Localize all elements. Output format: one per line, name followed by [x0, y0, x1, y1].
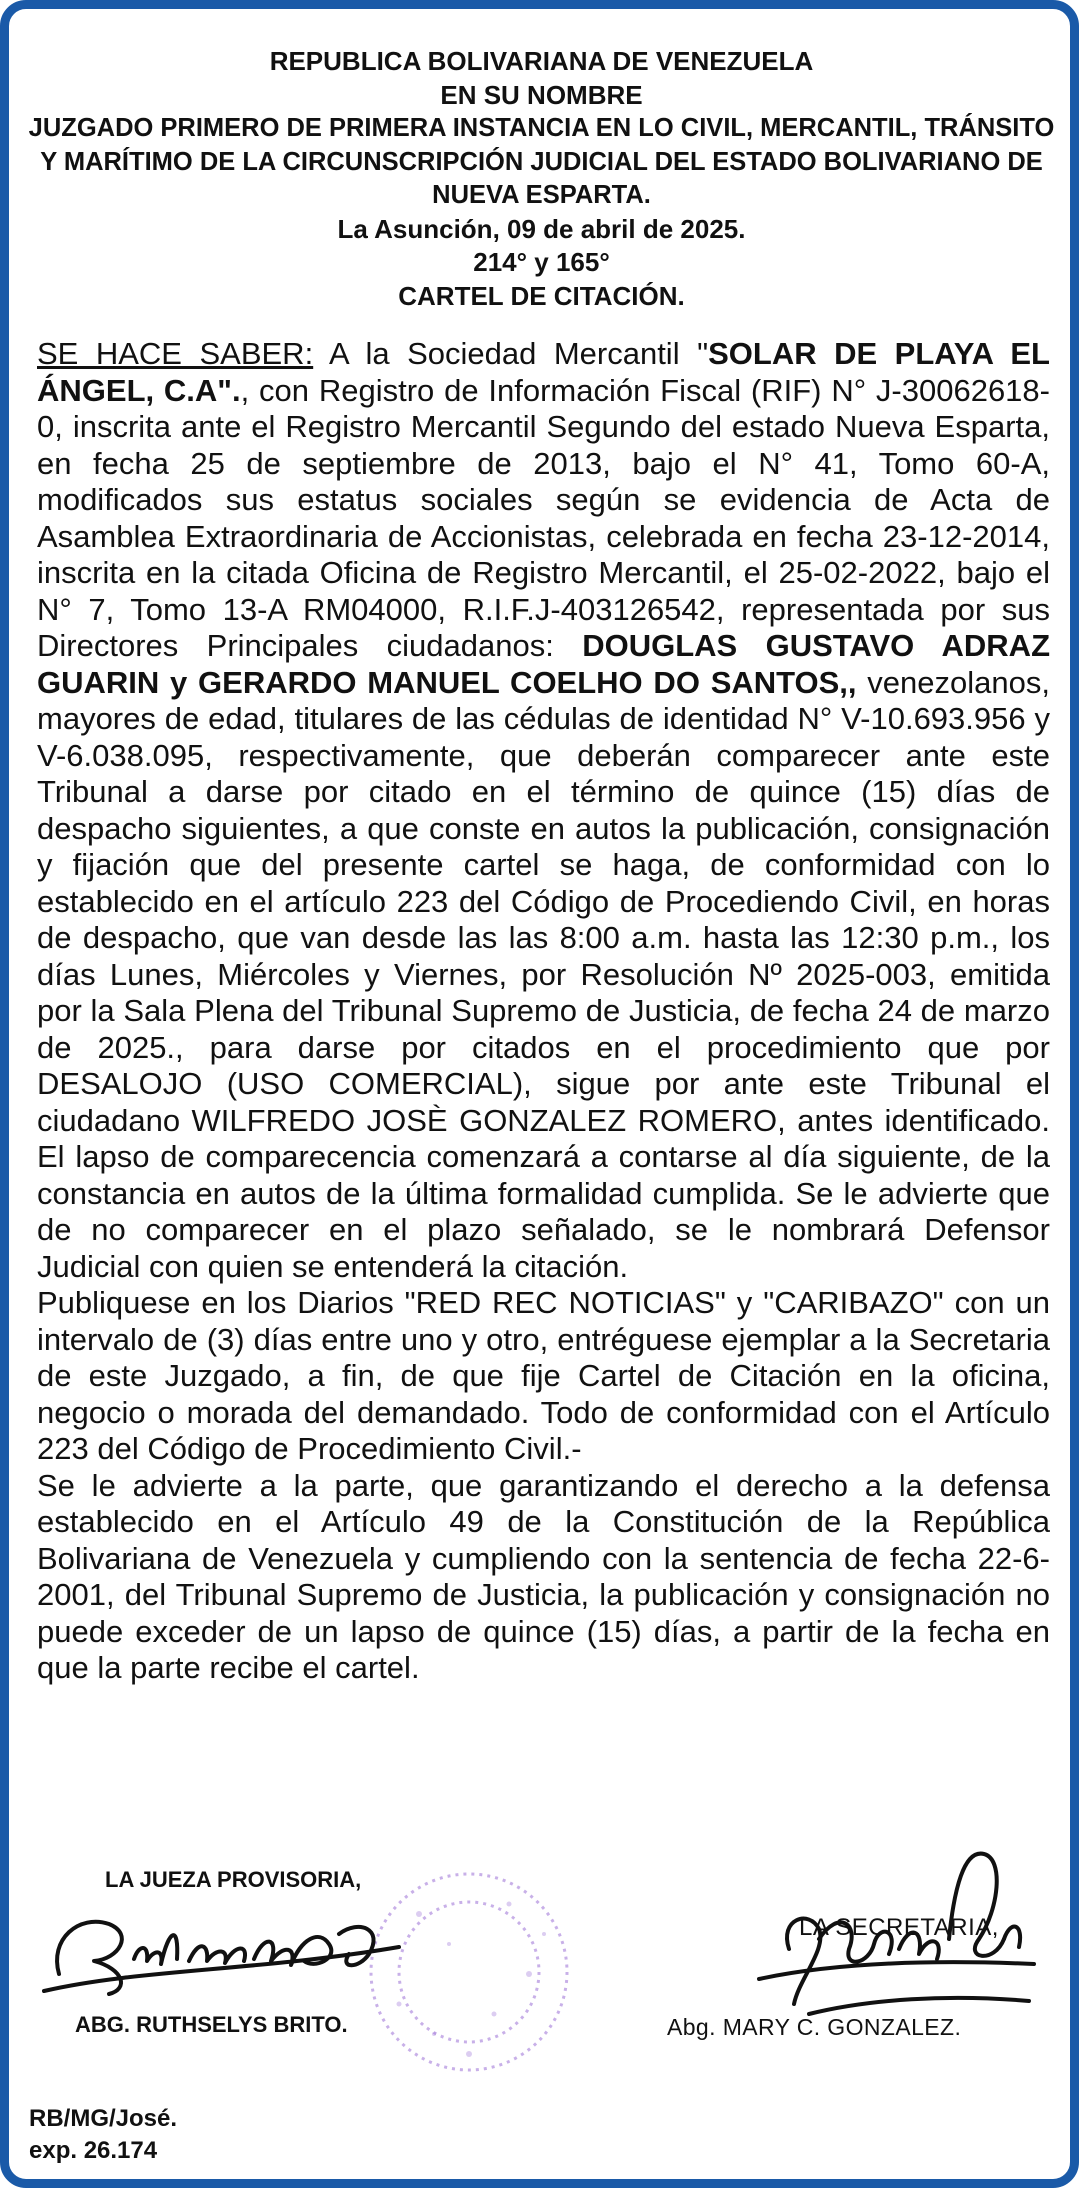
judge-name: ABG. RUTHSELYS BRITO.: [75, 2012, 348, 2037]
court-name: JUZGADO PRIMERO DE PRIMERA INSTANCIA EN LO CIVIL, MERCANTIL, TRÁNSITO Y MARÍTIMO DE LA CIRCUNSCRIPCIÓN JUDICIAL DEL ESTADO BOLIVARIANO DE NUEVA ESPARTA.: [28, 114, 1055, 209]
case-file-number: exp. 26.174: [29, 2137, 158, 2164]
publication-paragraph: Publiquese en los Diarios "RED REC NOTICIAS" y "CARIBAZO" con un intervalo de (3) días entre uno y otro, entréguese ejemplar a la Secretaria de este Juzgado, a fin, de que fije Cartel de Citación en la oficina, negocio o morada del demandado. Todo de conformidad con el Artículo 223 del Código de Procedimiento Civil.-: [37, 1285, 1050, 1466]
summons-text-a: A la Sociedad Mercantil ": [313, 336, 709, 371]
notice-years: 214° y 165°: [473, 247, 610, 277]
notice-body: [37, 336, 1050, 1687]
republic-heading: REPUBLICA BOLIVARIANA DE VENEZUELA: [269, 46, 814, 76]
judge-signature: [39, 1899, 399, 2009]
summons-text-c: venezolanos, mayores de edad, titulares de las cédulas de identidad N° V-10.693.956 y V-6.038.095, respectivamente, que deberán comparecer ante este Tribunal a darse por citado en el término de quince (15) días de despacho siguientes, a que conste en autos la publicación, consignación y fijación que del presente cartel se haga, de conformidad con lo establecido en el artículo 223 del Código de Procediendo Civil, en horas de despacho, que van desde las las 8:00 a.m. hasta las 12:30 p.m., los días Lunes, Miércoles y Viernes, por Resolución Nº 2025-003, emitida por la Sala Plena del Tribunal Supremo de Justicia, de fecha 24 de marzo de 2025., para darse por citados en el procedimiento que por DESALOJO (USO COMERCIAL), sigue por ante este Tribunal el ciudadano WILFREDO JOSÈ GONZALEZ ROMERO, antes identificado. El lapso de comparecencia comenzará a contarse al día siguiente, de la constancia en autos de la última formalidad cumplida. Se le advierte que de no comparecer en el plazo señalado, se le nombrará Defensor Judicial con quien se entenderá la citación.: [37, 664, 1050, 1284]
summons-lead: SE HACE SABER:: [37, 336, 314, 371]
summons-text-b: , con Registro de Información Fiscal (RIF) N° J-30062618-0, inscrita ante el Registro Mercantil Segundo del estado Nueva Esparta, en fecha 25 de septiembre de 2013, bajo el N° 41, Tomo 60-A, modificados sus estatus sociales según se evidencia de Acta de Asamblea Extraordinaria de Accionistas, celebrada en fecha 23-12-2014, inscrita en la citada Oficina de Registro Mercantil, el 25-02-2022, bajo el N° 7, Tomo 13-A RM04000, R.I.F.J-403126542, representada por sus Directores Principales ciudadanos:: [37, 372, 1050, 663]
secretary-name: Abg. MARY C. GONZALEZ.: [667, 2014, 962, 2040]
warning-paragraph: Se le advierte a la parte, que garantizando el derecho a la defensa establecido en el Artículo 49 de la Constitución de la República Bolivariana de Venezuela y cumpliendo con la sentencia de fecha 22-6-2001, del Tribunal Supremo de Justicia, la publicación y consignación no puede exceder de un lapso de quince (15) días, a partir de la fecha en que la parte recibe el cartel.: [37, 1467, 1050, 1685]
notice-footer: [29, 2103, 177, 2167]
notice-date: La Asunción, 09 de abril de 2025.: [337, 213, 746, 244]
on-behalf-heading: EN SU NOMBRE: [440, 79, 643, 110]
directors-names: DOUGLAS GUSTAVO ADRAZ GUARIN y GERARDO MANUEL COELHO DO SANTOS,,: [37, 628, 1051, 700]
notice-header: [23, 45, 1060, 313]
reference-initials: RB/MG/José.: [29, 2105, 178, 2132]
judge-title: LA JUEZA PROVISORIA,: [105, 1867, 362, 1892]
notice-title: CARTEL DE CITACIÓN.: [398, 280, 685, 311]
secretary-title: LA SECRETARIA,: [799, 1914, 999, 1941]
company-name: SOLAR DE PLAYA EL ÁNGEL, C.A".: [37, 336, 1050, 408]
secretary-signature: [749, 1829, 1049, 2039]
summons-paragraph: [37, 336, 1050, 1285]
